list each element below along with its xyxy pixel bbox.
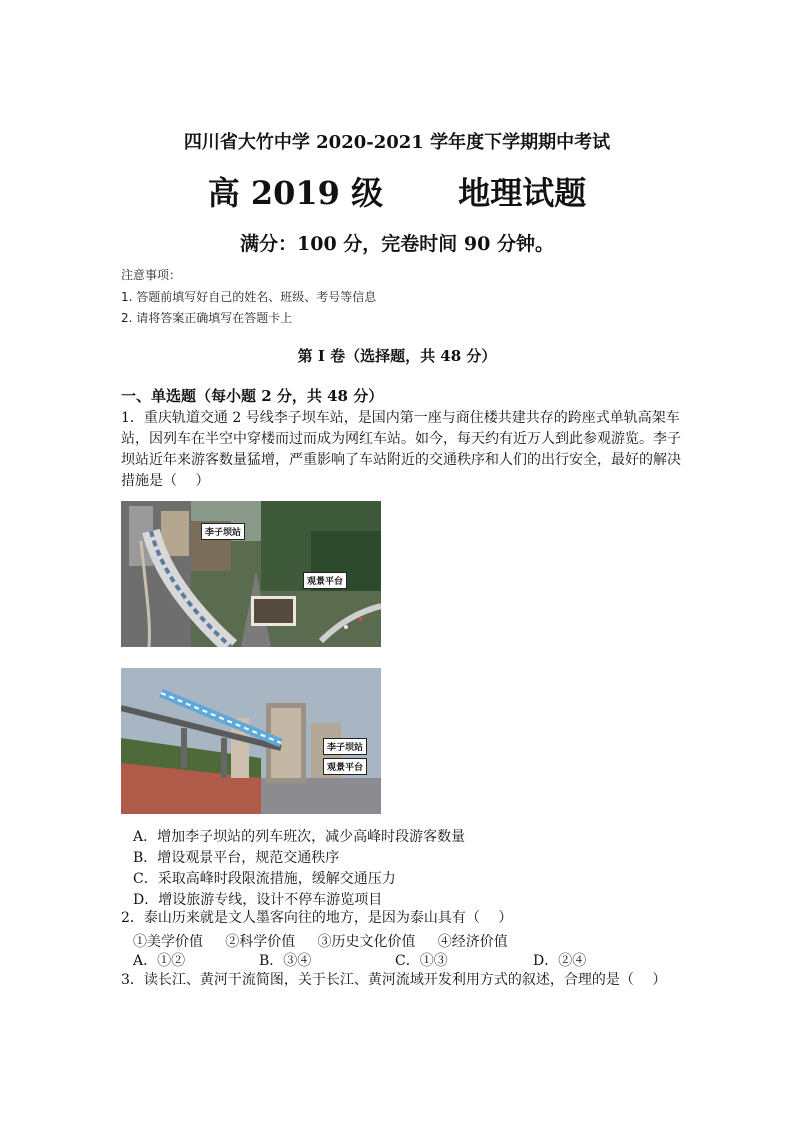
label-platform: 观景平台 — [323, 758, 367, 775]
exam-title — [0, 168, 794, 214]
question-line: 坝站近年来游客数量猛增，严重影响了车站附近的交通秩序和人们的出行安全，最好的解决 — [121, 452, 681, 468]
notice-item: 2. 请将答案正确填写在答题卡上 — [121, 311, 293, 325]
photo-station-aerial — [121, 501, 381, 647]
option-c: C．①③ — [395, 953, 448, 969]
question-3-text — [121, 970, 701, 991]
item: ④经济价值 — [437, 934, 508, 950]
question-2-text — [121, 908, 681, 929]
school-title: 四川省大竹中学 2020-2021 学年度下学期期中考试 — [183, 132, 611, 153]
full-score-line: 满分：100 分，完卷时间 90 分钟。 — [240, 233, 554, 255]
photo-station-street — [121, 668, 381, 814]
option-b: B．③④ — [259, 953, 312, 969]
question-1-text — [121, 408, 681, 492]
option-a: A．增加李子坝站的列车班次，减少高峰时段游客数量 — [133, 829, 466, 845]
question-line: 措施是（ ） — [121, 473, 210, 489]
label-platform: 观景平台 — [303, 572, 347, 589]
section-title: 第 I 卷（选择题，共 48 分） — [297, 347, 497, 365]
question-line: 站，因列车在半空中穿楼而过而成为网红车站。如今，每天约有近万人到此参观游览。李子 — [121, 431, 681, 447]
label-station: 李子坝站 — [201, 523, 245, 540]
option-c: C．采取高峰时段限流措施，缓解交通压力 — [133, 871, 396, 887]
item: ①美学价值 — [133, 934, 203, 950]
option-b: B．增设观景平台，规范交通秩序 — [133, 850, 340, 866]
subject-label: 地理试题 — [458, 174, 587, 212]
part-heading: 一、单选题（每小题 2 分，共 48 分） — [121, 387, 384, 405]
item: ②科学价值 — [225, 934, 296, 950]
question-2-items — [133, 931, 508, 951]
option-d: D．②④ — [533, 953, 587, 969]
question-line: 1．重庆轨道交通 2 号线李子坝车站，是国内第一座与商住楼共建共存的跨座式单轨高架车 — [121, 410, 680, 426]
question-line: 3．读长江、黄河干流简图，关于长江、黄河流域开发利用方式的叙述，合理的是（ ） — [121, 972, 667, 988]
grade-label: 高 2019 级 — [207, 174, 384, 212]
option-d: D．增设旅游专线，设计不停车游览项目 — [133, 892, 383, 908]
notice-title: 注意事项： — [121, 268, 182, 282]
option-a: A．①② — [133, 953, 186, 969]
notice-item: 1. 答题前填写好自己的姓名、班级、考号等信息 — [121, 290, 377, 304]
label-station: 李子坝站 — [323, 738, 367, 755]
item: ③历史文化价值 — [317, 934, 416, 950]
question-line: 2．泰山历来就是文人墨客向往的地方，是因为泰山具有（ ） — [121, 910, 513, 926]
